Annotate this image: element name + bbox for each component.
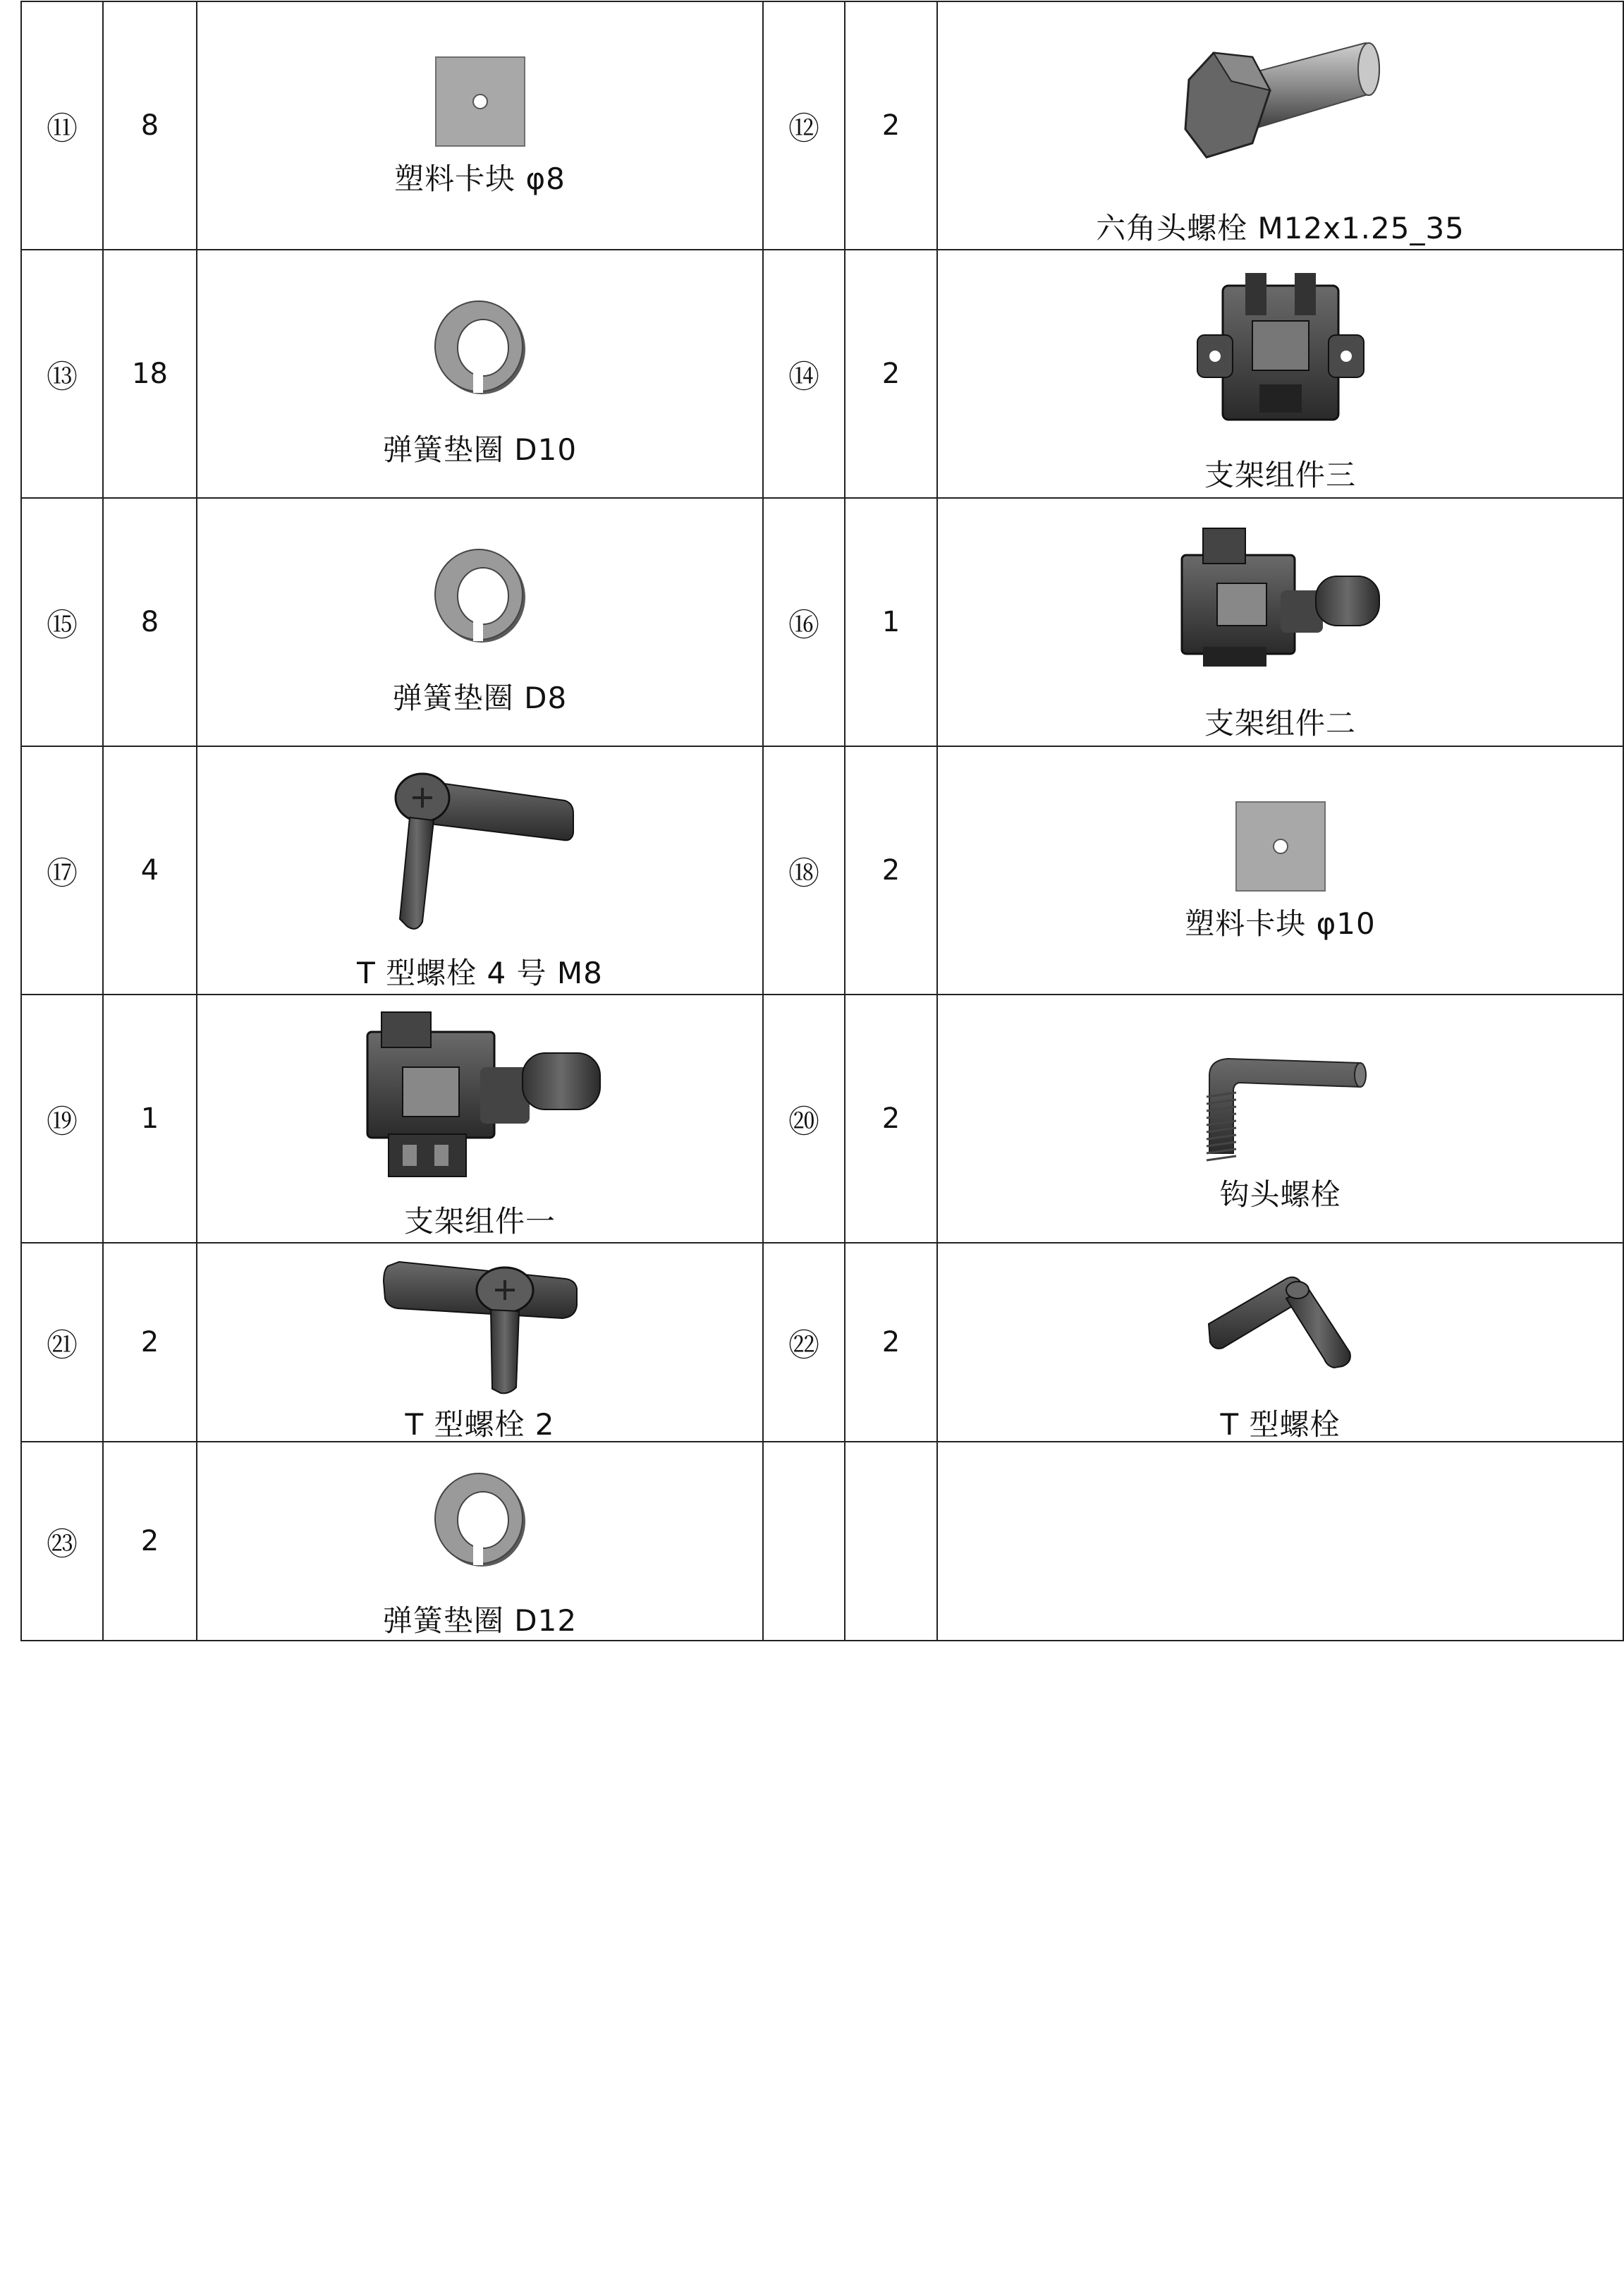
part-name: 塑料卡块 φ10: [1185, 906, 1376, 941]
parts-table: [20, 1, 1624, 1641]
item-quantity: 18: [103, 250, 197, 498]
item-number: ㉓: [21, 1442, 103, 1641]
bracket-motor-icon: [938, 527, 1623, 668]
table-row: [21, 250, 1623, 498]
t-bolt-small-icon: [938, 1269, 1623, 1375]
table-row: [21, 995, 1623, 1243]
spring-washer-icon: [197, 298, 762, 397]
bracket-assembly-icon: [938, 272, 1623, 427]
item-number: [763, 1442, 845, 1641]
part-cell-empty: [937, 1442, 1623, 1641]
square-clip-icon: [197, 56, 762, 147]
table-row: [21, 1, 1623, 250]
part-cell: [197, 1, 763, 250]
table-row: [21, 1243, 1623, 1442]
item-number: ⑱: [763, 746, 845, 995]
item-number: ㉑: [21, 1243, 103, 1442]
part-name: 弹簧垫圈 D12: [382, 1603, 578, 1638]
part-name: 弹簧垫圈 D8: [392, 681, 568, 715]
part-cell: [197, 995, 763, 1243]
part-cell: [197, 498, 763, 746]
part-cell: [937, 250, 1623, 498]
item-quantity: 8: [103, 1, 197, 250]
item-quantity: 2: [845, 250, 937, 498]
item-quantity: 1: [103, 995, 197, 1243]
part-cell: [937, 498, 1623, 746]
part-cell: [197, 250, 763, 498]
part-cell: [937, 1, 1623, 250]
square-clip-icon: [938, 801, 1623, 892]
item-quantity: 2: [845, 995, 937, 1243]
table-row: [21, 746, 1623, 995]
bracket-motor-icon: [197, 1011, 762, 1180]
item-number: ⑯: [763, 498, 845, 746]
item-quantity: 2: [103, 1243, 197, 1442]
item-number: ⑬: [21, 250, 103, 498]
item-number: ⑪: [21, 1, 103, 250]
item-number: ㉒: [763, 1243, 845, 1442]
part-cell: [937, 746, 1623, 995]
spring-washer-icon: [197, 547, 762, 645]
item-quantity: 1: [845, 498, 937, 746]
item-quantity: [845, 1442, 937, 1641]
part-name: 支架组件三: [1204, 458, 1356, 492]
part-name: T 型螺栓: [1220, 1407, 1341, 1442]
item-number: ⑫: [763, 1, 845, 250]
t-bolt-icon: [197, 767, 762, 936]
part-cell: [937, 995, 1623, 1243]
item-number: ⑮: [21, 498, 103, 746]
part-name: T 型螺栓 4 号 M8: [357, 956, 603, 990]
item-number: ⑭: [763, 250, 845, 498]
item-quantity: 2: [845, 1243, 937, 1442]
part-name: 六角头螺栓 M12x1.25_35: [1096, 211, 1465, 245]
part-name: T 型螺栓 2: [405, 1407, 555, 1442]
hook-bolt-icon: [938, 1047, 1623, 1167]
item-number: ⑰: [21, 746, 103, 995]
item-quantity: 2: [845, 1, 937, 250]
spring-washer-icon: [197, 1471, 762, 1569]
part-cell: [197, 746, 763, 995]
table-row: [21, 498, 1623, 746]
table-row: [21, 1442, 1623, 1641]
part-cell: [197, 1442, 763, 1641]
part-name: 支架组件二: [1204, 706, 1356, 741]
item-number: ⑳: [763, 995, 845, 1243]
t-bolt-flat-icon: [197, 1253, 762, 1394]
part-cell: [197, 1243, 763, 1442]
item-quantity: 8: [103, 498, 197, 746]
part-name: 支架组件一: [403, 1204, 556, 1239]
item-quantity: 2: [845, 746, 937, 995]
item-quantity: 4: [103, 746, 197, 995]
part-name: 钩头螺栓: [1219, 1177, 1341, 1212]
item-number: ⑲: [21, 995, 103, 1243]
part-cell: [937, 1243, 1623, 1442]
hex-bolt-icon: [938, 37, 1623, 171]
part-name: 塑料卡块 φ8: [394, 162, 566, 196]
part-name: 弹簧垫圈 D10: [382, 432, 578, 467]
item-quantity: 2: [103, 1442, 197, 1641]
